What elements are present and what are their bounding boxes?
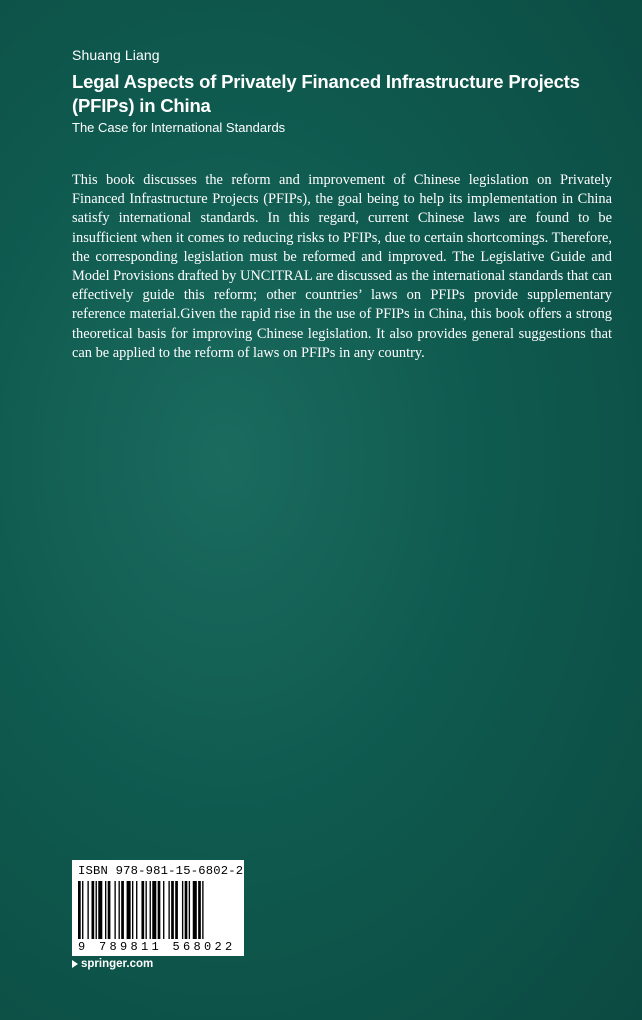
barcode-bar bbox=[198, 881, 201, 939]
barcode-bar bbox=[105, 881, 106, 939]
barcode-bar bbox=[108, 881, 111, 939]
barcode-bar bbox=[150, 881, 151, 939]
barcode-bar bbox=[121, 881, 124, 939]
book-title: Legal Aspects of Privately Financed Infrastructure Projects (PFIPs) in China bbox=[72, 71, 580, 116]
barcode-bar bbox=[92, 881, 95, 939]
barcode-bar bbox=[163, 881, 164, 939]
website-link[interactable] bbox=[72, 958, 153, 970]
arrow-right-icon bbox=[72, 960, 78, 968]
barcode-bar bbox=[132, 881, 133, 939]
barcode-bar bbox=[82, 881, 83, 939]
barcode-bar bbox=[87, 881, 88, 939]
barcode-panel bbox=[72, 860, 244, 956]
book-description: This book discusses the reform and improvement of Chinese legislation on Privately Financed Infrastructure Projects (PFIPs), the goal being to help its implementation in China satisfy international standards. In this regard, current Chinese laws are found to be insufficient when it comes to reducing risks to PFIPs, due to certain shortcomings. Therefore, the corresponding legislation must be reformed and improved. The Legislative Guide and Model Provisions drafted by UNCITRAL are discussed as the international standards that can effectively guide this reform; other countries’ laws on PFIPs provide supplementary reference material.Given the rapid rise in the use of PFIPs in China, this book offers a strong theoretical basis for improving Chinese legislation. It also provides general suggestions that can be applied to the reform of laws on PFIPs in any country. bbox=[72, 172, 612, 361]
barcode-bar bbox=[193, 881, 197, 939]
barcode-bar bbox=[202, 881, 203, 939]
barcode-bar bbox=[136, 881, 137, 939]
barcode-bar bbox=[168, 881, 169, 939]
barcode-bar bbox=[185, 881, 188, 939]
barcode-digits: 9 789811 568022 bbox=[78, 940, 236, 954]
barcode-bar bbox=[158, 881, 161, 939]
barcode-bar bbox=[171, 881, 174, 939]
isbn-label: ISBN 978-981-15-6802-2 bbox=[78, 864, 244, 878]
barcode-bar bbox=[146, 881, 147, 939]
barcode-bar bbox=[96, 881, 97, 939]
website-text: springer.com bbox=[81, 958, 154, 970]
barcode-bar bbox=[152, 881, 156, 939]
barcode-bar bbox=[119, 881, 120, 939]
barcode-bar bbox=[78, 881, 81, 939]
barcode-bar bbox=[175, 881, 178, 939]
barcode-bars bbox=[78, 881, 238, 939]
barcode-bar bbox=[127, 881, 131, 939]
barcode-bar bbox=[114, 881, 115, 939]
book-subtitle: The Case for International Standards bbox=[72, 120, 286, 135]
barcode-bar bbox=[189, 881, 190, 939]
barcode-bar bbox=[98, 881, 102, 939]
barcode-bar bbox=[141, 881, 144, 939]
barcode-bar bbox=[182, 881, 183, 939]
author-name: Shuang Liang bbox=[72, 47, 160, 63]
